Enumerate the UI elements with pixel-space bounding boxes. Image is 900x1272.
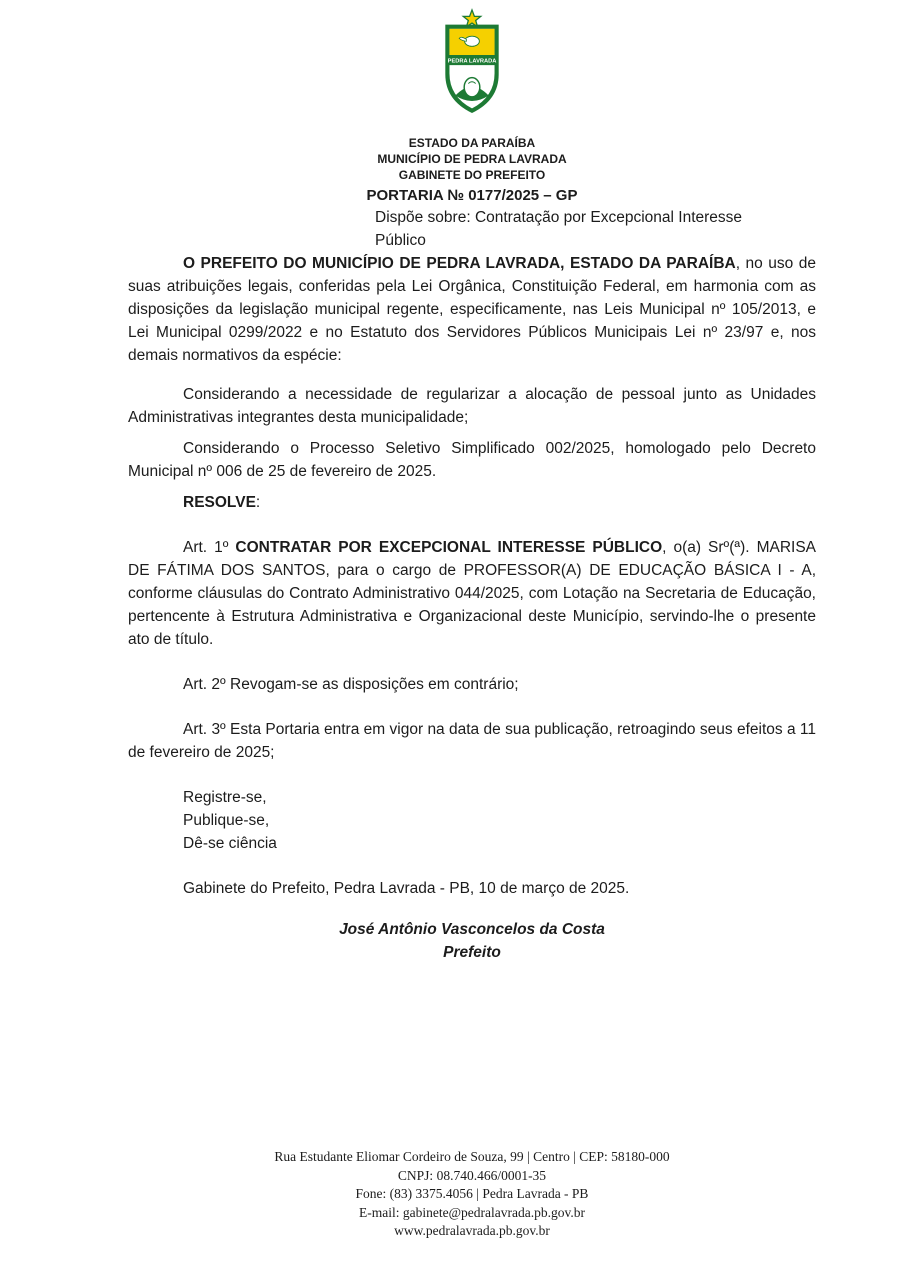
closing-line-acknowledge: Dê-se ciência	[183, 835, 277, 852]
article-1-bold-segment: CONTRATAR POR EXCEPCIONAL INTERESSE PÚBLICO	[235, 539, 663, 556]
article-1-rest-segment: , o(a) Srº(ª). MARISA DE FÁTIMA DOS SANTOS, para o cargo de PROFESSOR(A) DE EDUCAÇÃO BÁSICA I - A, conforme cláusulas do Contrato Administrativo 044/2025, com Lotação na Secretaria de Educação, pertencente à Estrutura Administrativa e Organizacional deste Município, servindo-lhe o presente ato de título.	[128, 539, 816, 648]
resolve-colon-segment: :	[255, 494, 261, 511]
footer-cnpj: CNPJ: 08.740.466/0001-35	[397, 1167, 547, 1183]
document-footer	[128, 1148, 816, 1241]
opening-bold-segment: O PREFEITO DO MUNICÍPIO DE PEDRA LAVRADA, ESTADO DA PARAÍBA	[183, 255, 736, 272]
signatory-name: José Antônio Vasconcelos da Costa	[339, 921, 605, 938]
resolve-paragraph	[128, 491, 816, 514]
signature-block	[128, 918, 816, 964]
article-1-prefix: Art. 1º	[183, 539, 236, 556]
closing-line-register: Registre-se,	[183, 789, 267, 806]
footer-phone: Fone: (83) 3375.4056 | Pedra Lavrada - PB	[355, 1186, 589, 1202]
epigraph-line-2: Público	[375, 232, 426, 249]
state-name: ESTADO DA PARAÍBA	[408, 136, 536, 150]
place-and-date-line: Gabinete do Prefeito, Pedra Lavrada - PB, 10 de março de 2025.	[183, 880, 630, 897]
opening-paragraph	[128, 252, 816, 367]
municipal-crest-icon	[426, 8, 518, 126]
footer-email: E-mail: gabinete@pedralavrada.pb.gov.br	[359, 1204, 585, 1220]
article-3-paragraph: Art. 3º Esta Portaria entra em vigor na data de sua publicação, retroagindo seus efeitos a 11 de fevereiro de 2025;	[128, 721, 816, 761]
crest-banner-label: PEDRA LAVRADA	[447, 58, 497, 65]
article-2-paragraph: Art. 2º Revogam-se as disposições em contrário;	[183, 676, 519, 693]
epigraph-line-1: Dispõe sobre: Contratação por Excepcional Interesse	[375, 209, 743, 226]
epigraph	[375, 206, 816, 252]
closing-line-publish: Publique-se,	[183, 812, 270, 829]
footer-website: www.pedralavrada.pb.gov.br	[394, 1223, 550, 1239]
coat-of-arms	[128, 8, 816, 131]
resolve-bold-segment: RESOLVE	[183, 494, 256, 511]
star-icon	[463, 10, 480, 27]
article-1-paragraph	[128, 536, 816, 651]
closing-formulas	[128, 786, 816, 855]
considering-paragraph-1: Considerando a necessidade de regularizar a alocação de pessoal junto as Unidades Administrativas integrantes desta municipalidade;	[128, 386, 816, 426]
considering-paragraph-2: Considerando o Processo Seletivo Simplificado 002/2025, homologado pelo Decreto Municipal nº 006 de 25 de fevereiro de 2025.	[128, 440, 816, 480]
document-content	[128, 8, 816, 964]
signatory-role: Prefeito	[443, 944, 501, 961]
municipality-name: MUNICÍPIO DE PEDRA LAVRADA	[377, 152, 567, 166]
office-name: GABINETE DO PREFEITO	[398, 168, 546, 182]
opening-rest-segment: , no uso de suas atribuições legais, conferidas pela Lei Orgânica, Constituição Federal, em harmonia com as disposições da legislação municipal regente, especificamente, nas Leis Municipal nº 105/2013, e Lei Municipal 0299/2022 e no Estatuto dos Servidores Públicos Municipais Lei nº 23/97 e, nos demais normativos da espécie:	[128, 255, 816, 364]
footer-address: Rua Estudante Eliomar Cordeiro de Souza, 99 | Centro | CEP: 58180-000	[274, 1149, 670, 1164]
document-title: PORTARIA № 0177/2025 – GP	[366, 187, 578, 204]
